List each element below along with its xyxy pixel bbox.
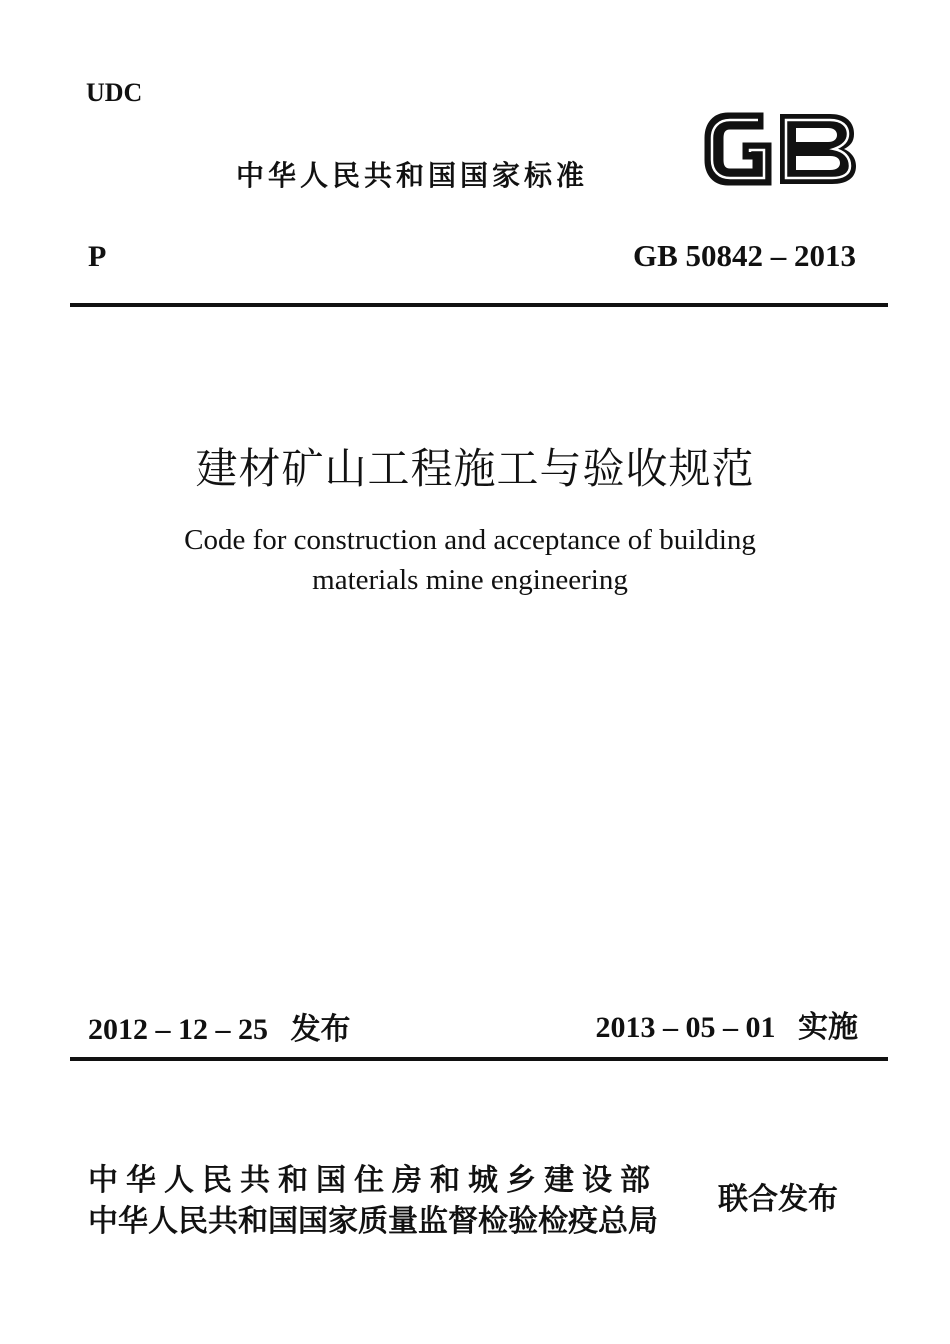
title-english-line-2: materials mine engineering	[312, 564, 628, 596]
title-english-line-1: Code for construction and acceptance of building	[184, 524, 756, 556]
title-english	[0, 520, 940, 600]
standard-number: GB 50842 – 2013	[632, 238, 856, 273]
implement-date-block	[596, 1002, 859, 1046]
publish-date-block	[88, 1004, 351, 1048]
issuer-ministry-housing: 中华人民共和国住房和城乡建设部	[88, 1163, 658, 1198]
publish-label: 发布	[290, 1012, 351, 1047]
implement-label: 实施	[798, 1010, 858, 1045]
implement-date: 2013 – 05 – 01	[595, 1011, 776, 1044]
classification-code: P	[88, 240, 107, 273]
title-chinese: 建材矿山工程施工与验收规范	[195, 444, 755, 493]
publish-date: 2012 – 12 – 25	[88, 1013, 268, 1046]
joint-issue-label: 联合发布	[718, 1182, 838, 1217]
national-standard-heading: 中华人民共和国国家标准	[236, 159, 589, 192]
bottom-rule	[70, 1057, 888, 1061]
issuer-aqsiq: 中华人民共和国国家质量监督检验检疫总局	[88, 1204, 658, 1239]
top-rule	[70, 303, 888, 307]
gb-logo	[700, 108, 858, 190]
udc-label: UDC	[86, 78, 143, 107]
